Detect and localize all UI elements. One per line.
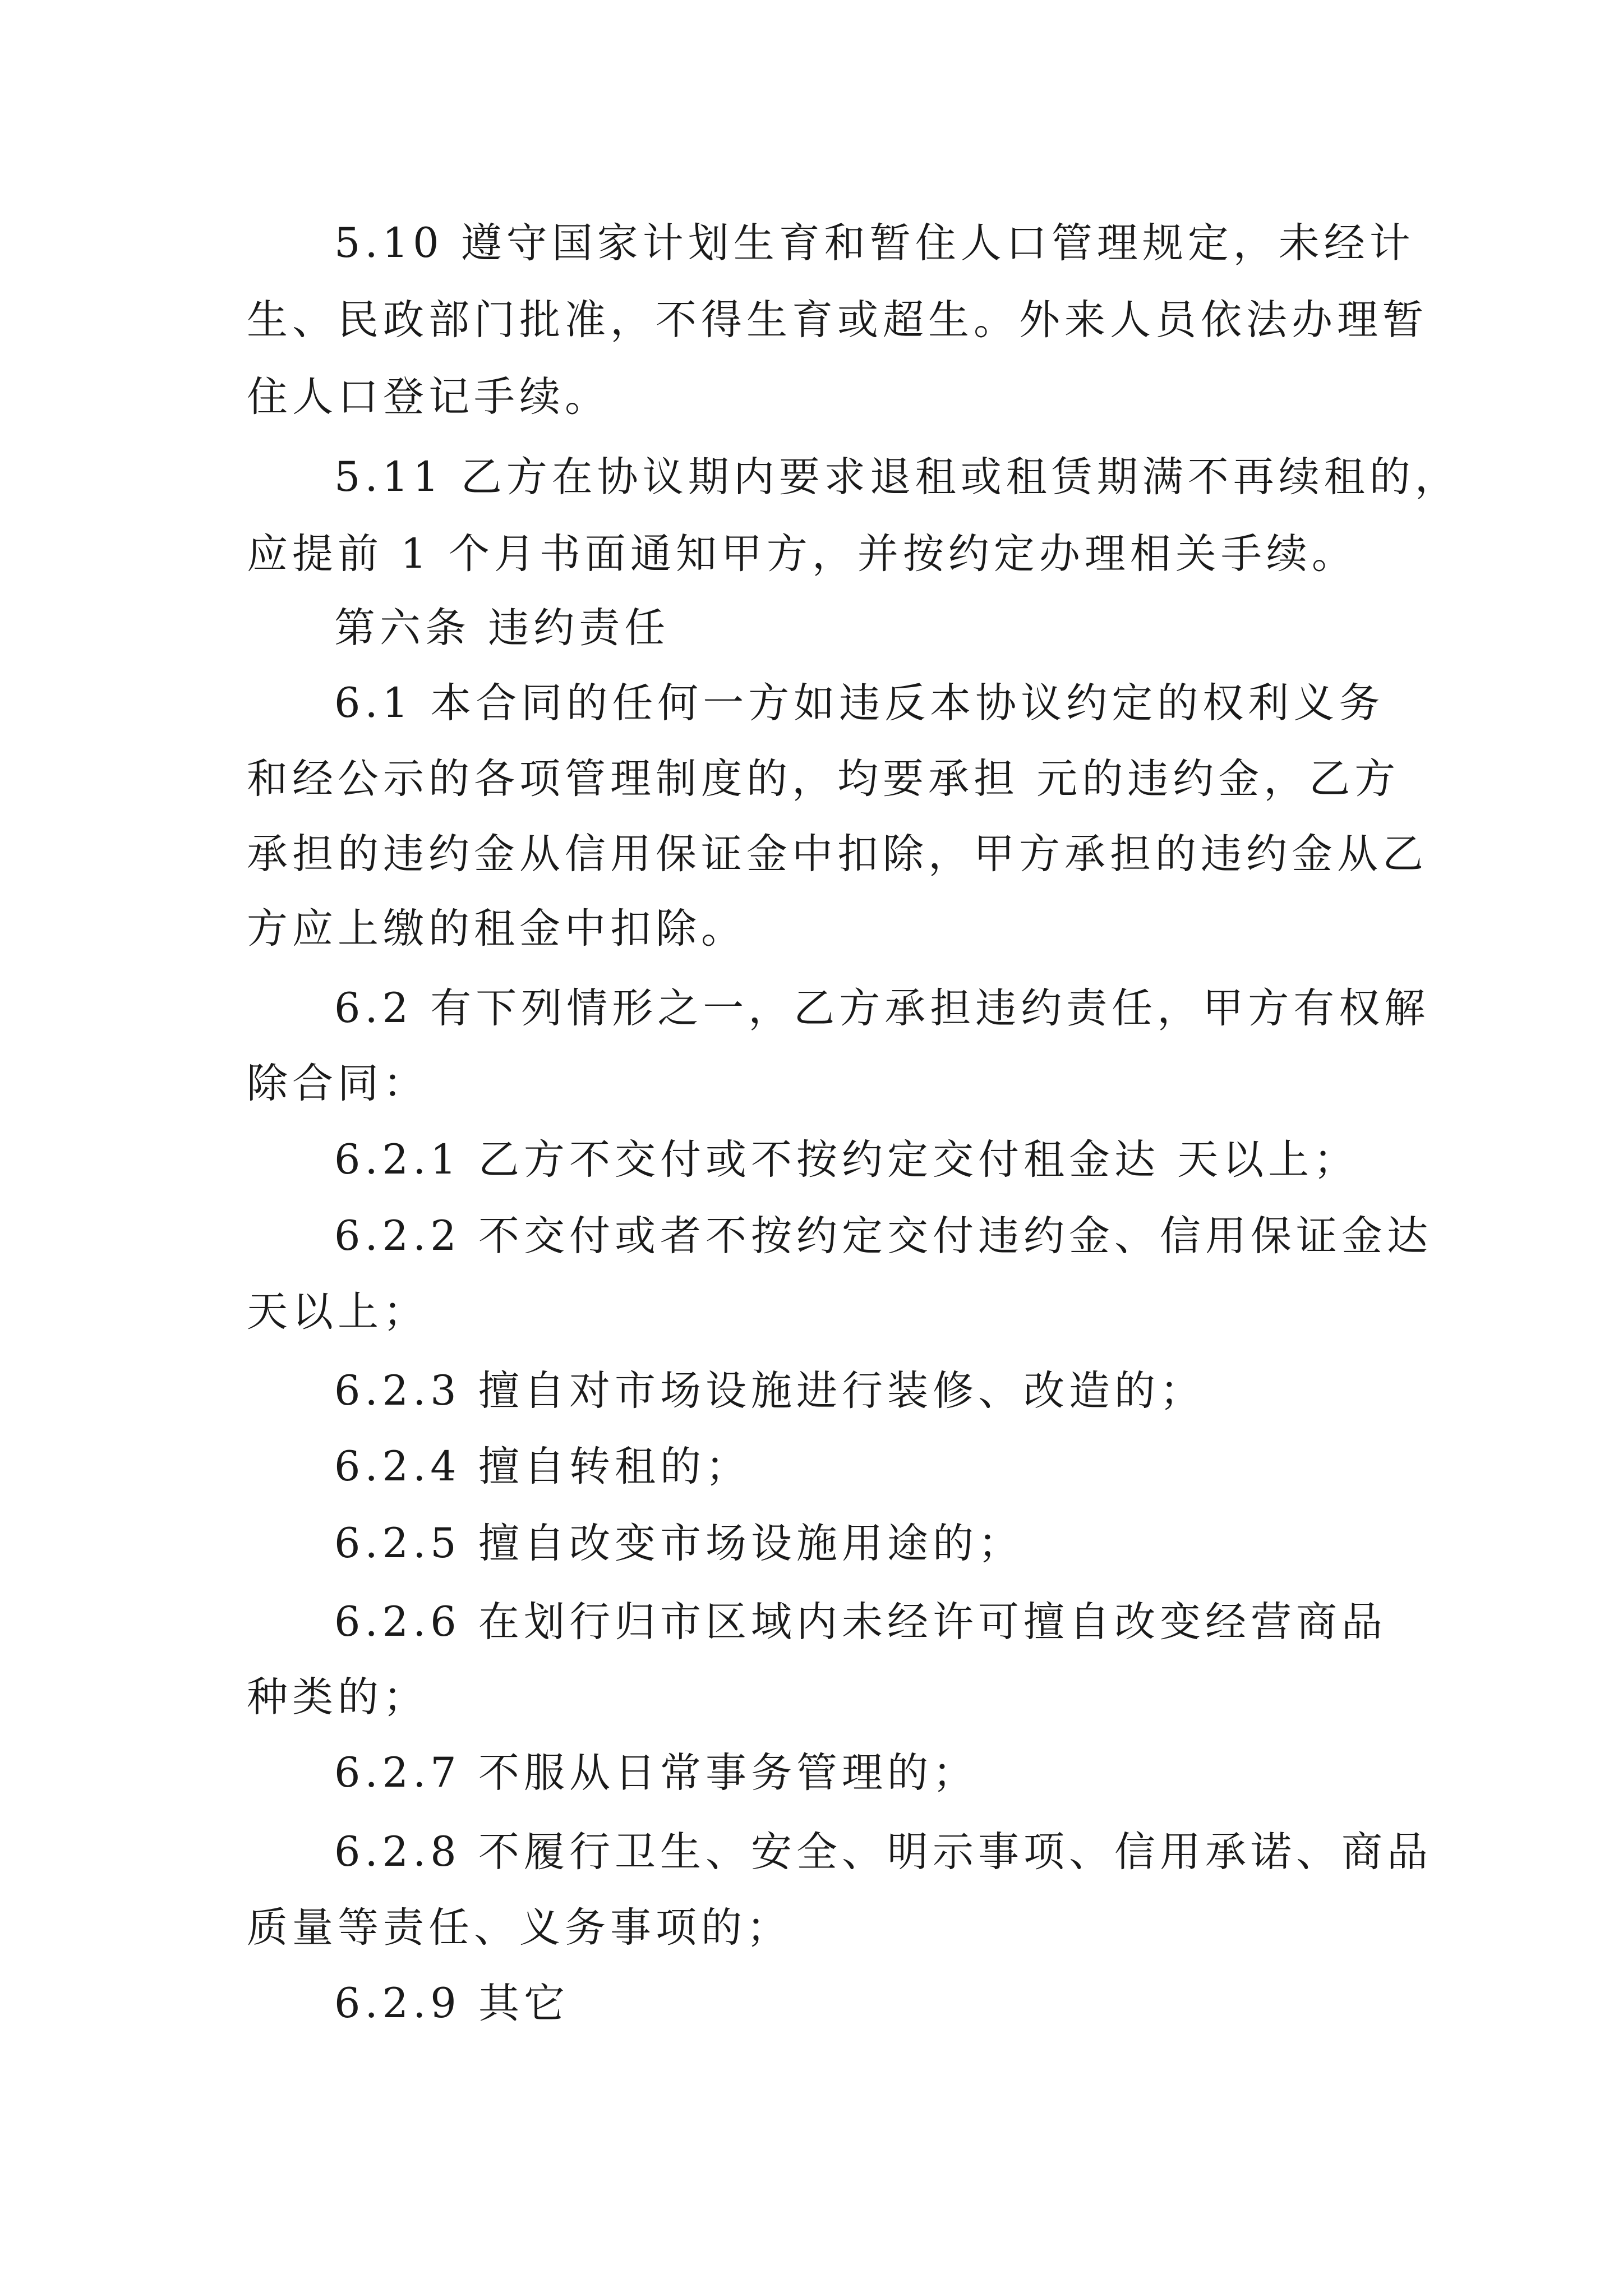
clause-6-2-line-2: 除合同：: [247, 1060, 428, 1107]
clause-6-1-line-1: 6.1 本合同的任何一方如违反本协议约定的权利义务: [334, 679, 1385, 727]
clause-6-1-line-3: 承担的违约金从信用保证金中扣除，甲方承担的违约金从乙: [247, 830, 1428, 878]
article-6-heading: 第六条 违约责任: [334, 604, 670, 652]
clause-6-2-3: 6.2.3 擅自对市场设施进行装修、改造的；: [334, 1367, 1205, 1415]
clause-6-2-1: 6.2.1 乙方不交付或不按约定交付租金达 天以上；: [334, 1136, 1359, 1184]
clause-6-2-2-line-2: 天以上；: [247, 1288, 428, 1336]
clause-5-11-line-2: 应提前 1 个月书面通知甲方，并按约定办理相关手续。: [247, 530, 1357, 578]
clause-6-2-5: 6.2.5 擅自改变市场设施用途的；: [334, 1520, 1023, 1567]
clause-6-2-7: 6.2.7 不服从日常事务管理的；: [334, 1749, 978, 1797]
clause-5-10-line-3: 住人口登记手续。: [247, 373, 610, 421]
clause-6-2-4: 6.2.4 擅自转租的；: [334, 1443, 751, 1490]
clause-6-2-9: 6.2.9 其它: [334, 1980, 569, 2027]
clause-6-2-6-line-2: 种类的；: [247, 1673, 428, 1721]
clause-6-1-line-4: 方应上缴的租金中扣除。: [247, 905, 746, 953]
clause-6-2-8-line-2: 质量等责任、义务事项的；: [247, 1904, 792, 1952]
clause-6-2-6-line-1: 6.2.6 在划行归市区域内未经许可擅自改变经营商品: [334, 1598, 1387, 1646]
clause-5-11-line-1: 5.11 乙方在协议期内要求退租或租赁期满不再续租的，: [334, 453, 1460, 501]
clause-6-2-8-line-1: 6.2.8 不履行卫生、安全、明示事项、信用承诺、商品: [334, 1828, 1432, 1876]
clause-6-2-line-1: 6.2 有下列情形之一，乙方承担违约责任，甲方有权解: [334, 984, 1430, 1032]
clause-5-10-line-1: 5.10 遵守国家计划生育和暂住人口管理规定，未经计: [334, 219, 1415, 267]
clause-6-2-2-line-1: 6.2.2 不交付或者不按约定交付违约金、信用保证金达: [334, 1212, 1432, 1260]
clause-6-1-line-2: 和经公示的各项管理制度的，均要承担 元的违约金，乙方: [247, 755, 1400, 803]
clause-5-10-line-2: 生、民政部门批准，不得生育或超生。外来人员依法办理暂: [247, 296, 1428, 344]
